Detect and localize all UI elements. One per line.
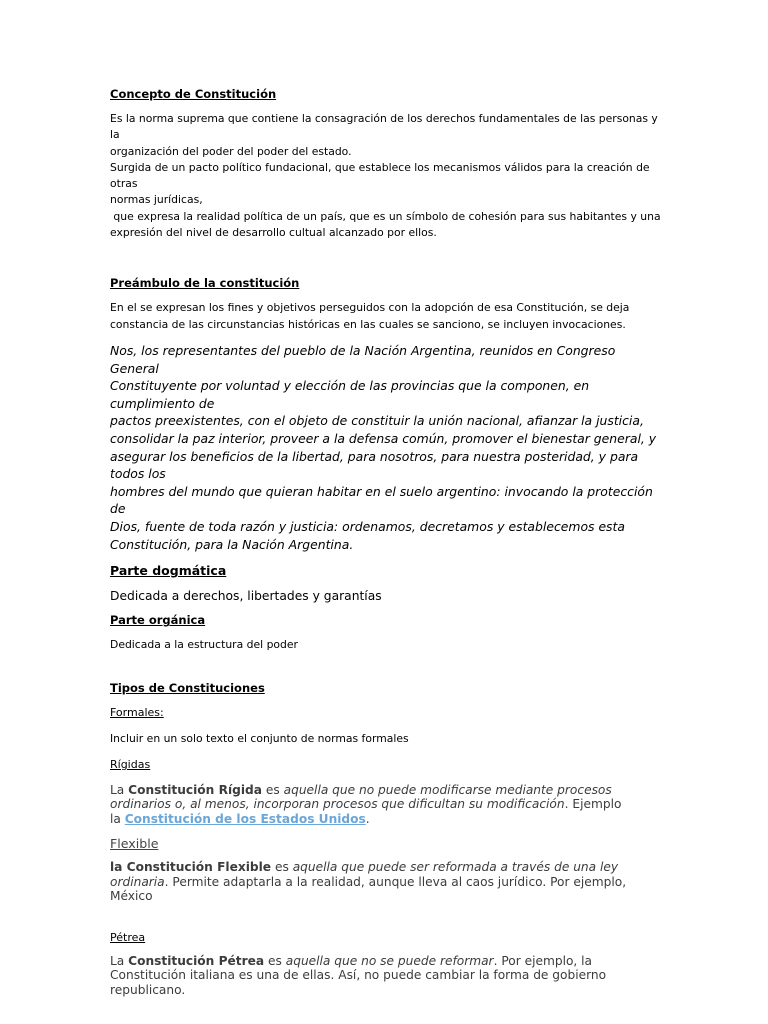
- preambulo-desc-line-1: En el se expresan los fines y objetivos perseguidos con la adopción de esa Constitución, se deja: [110, 301, 630, 315]
- petrea-post: . Por ejemplo, la: [493, 953, 593, 968]
- flexible-term: la Constitución Flexible: [110, 860, 272, 875]
- rigida-term: Constitución Rígida: [128, 782, 263, 797]
- petrea-term: Constitución Pétrea: [128, 953, 265, 968]
- tipos-heading: Tipos de Constituciones: [110, 680, 265, 695]
- spacer: [110, 904, 662, 930]
- spacer: [110, 654, 662, 680]
- document-content: [110, 86, 662, 997]
- spacer: [110, 241, 662, 275]
- petrea-paragraph: [110, 954, 662, 998]
- preambulo-text-line: Constituyente por voluntad y elección de las provincias que la componen, en cumplimiento de: [110, 378, 590, 411]
- concepto-line-6: expresión del nivel de desarrollo cultual alcanzado por ellos.: [110, 226, 437, 240]
- dogmatica-text: Dedicada a derechos, libertades y garantías: [110, 589, 382, 604]
- preambulo-text-line: hombres del mundo que quieran habitar en el suelo argentino: invocando la protección de: [110, 483, 653, 517]
- preambulo-text-line: consolidar la paz interior, proveer a la defensa común, promover el bienestar general, y: [110, 430, 657, 446]
- organica-heading: Parte orgánica: [110, 613, 206, 628]
- concepto-heading: Concepto de Constitución: [110, 87, 277, 101]
- petrea-pre: La: [110, 953, 129, 968]
- concepto-line-5: que expresa la realidad política de un país, que es un símbolo de cohesión para sus habitantes y una: [110, 209, 661, 223]
- concepto-line-1: Es la norma suprema que contiene la consagración de los derechos fundamentales de las personas y la: [110, 112, 658, 142]
- concepto-line-3: Surgida de un pacto político fundacional, que establece los mecanismos válidos para la creación de otras: [110, 160, 650, 191]
- preambulo-text-line: Nos, los representantes del pueblo de la Nación Argentina, reunidos en Congreso General: [110, 342, 616, 376]
- preambulo-text: [110, 342, 662, 553]
- petrea-line-2: Constitución italiana es una de ellas. Así, no puede cambiar la forma de gobierno: [110, 968, 607, 983]
- petrea-line-1: [110, 954, 662, 969]
- spacer: [110, 333, 662, 342]
- flexible-line-2: [110, 875, 662, 890]
- flexible-definition-cont: ordinaria: [110, 874, 165, 889]
- spacer: [110, 946, 662, 954]
- spacer: [110, 826, 662, 836]
- concepto-line-2: organización del poder del poder del estado.: [110, 144, 352, 158]
- dogmatica-heading: Parte dogmática: [110, 563, 227, 579]
- spacer: [110, 604, 662, 612]
- rigidas-label: Rígidas: [110, 757, 151, 771]
- rigida-paragraph: [110, 783, 662, 827]
- preambulo-desc-line-2: constancia de las circunstancias históricas en las cuales se sanciono, se incluyen invocaciones.: [110, 317, 626, 331]
- flexible-line-3: México: [110, 889, 153, 904]
- rigida-pre-2: la: [110, 811, 125, 826]
- flexible-definition: aquella que puede ser reformada a través de una ley: [292, 860, 619, 875]
- preambulo-heading: Preámbulo de la constitución: [110, 276, 300, 291]
- petrea-mid: es: [264, 953, 286, 968]
- petrea-line-3: republicano.: [110, 982, 186, 997]
- flexible-line-1: [110, 860, 662, 875]
- rigida-definition-cont: ordinarios o, al menos, incorporan procesos que dificultan su modificación: [110, 797, 565, 812]
- flexible-post: . Permite adaptarla a la realidad, aunque lleva al caos jurídico. Por ejemplo,: [164, 874, 627, 889]
- spacer: [110, 852, 662, 860]
- rigida-period: .: [365, 811, 370, 826]
- rigida-post: . Ejemplo: [564, 797, 622, 812]
- flexible-paragraph: [110, 860, 662, 904]
- spacer: [110, 773, 662, 783]
- preambulo-text-line: pactos preexistentes, con el objeto de constituir la unión nacional, afianzar la justicia,: [110, 413, 644, 429]
- concepto-line-4: normas jurídicas,: [110, 193, 203, 207]
- formales-label: Formales:: [110, 705, 164, 719]
- rigida-line-2: [110, 797, 662, 812]
- flexible-mid: es: [271, 860, 293, 875]
- rigida-definition: aquella que no puede modificarse mediante procesos: [283, 782, 612, 797]
- rigida-mid: es: [262, 782, 284, 797]
- spacer: [110, 747, 662, 757]
- preambulo-text-line: Dios, fuente de toda razón y justicia: ordenamos, decretamos y establecemos esta: [110, 518, 625, 534]
- estados-unidos-link[interactable]: Constitución de los Estados Unidos: [124, 811, 366, 826]
- spacer: [110, 721, 662, 731]
- spacer: [110, 553, 662, 563]
- formales-text: Incluir en un solo texto el conjunto de normas formales: [110, 731, 409, 745]
- rigida-line-1: [110, 783, 662, 798]
- preambulo-text-line: asegurar los beneficios de la libertad, para nosotros, para nuestra posteridad, y para todos los: [110, 448, 639, 482]
- flexible-label: Flexible: [110, 836, 159, 852]
- organica-text: Dedicada a la estructura del poder: [110, 638, 298, 652]
- petrea-label: Pétrea: [110, 930, 146, 944]
- petrea-definition: aquella que no se puede reformar: [285, 953, 494, 968]
- rigida-pre: La: [110, 782, 129, 797]
- preambulo-text-line: Constitución, para la Nación Argentina.: [110, 536, 354, 552]
- rigida-line-3: [110, 812, 662, 827]
